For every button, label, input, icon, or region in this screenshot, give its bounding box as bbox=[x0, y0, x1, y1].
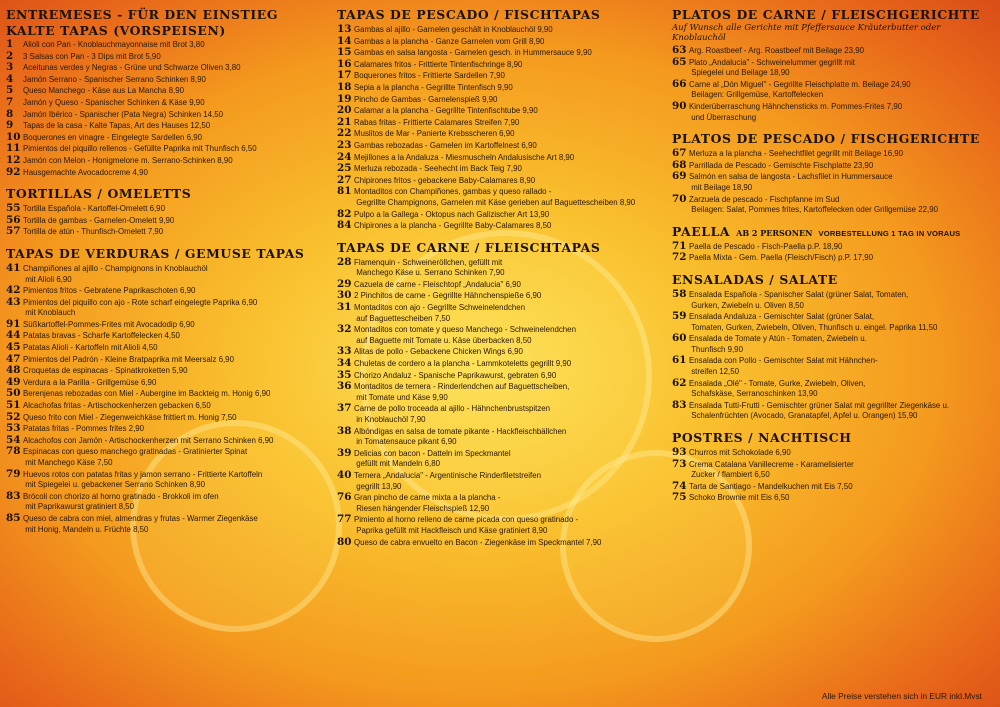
item-text: Ensalada de Tomate y Atún - Tomaten, Zwiebeln u. Thunfisch 9,90 bbox=[689, 334, 867, 354]
menu-item bbox=[337, 220, 655, 232]
item-text: Gran pincho de carne mixta a la plancha - Riesen hängender Fleischspieß 12,90 bbox=[354, 493, 501, 513]
item-text: Albóndigas en salsa de tomate pikante - Hackfleischbällchen in Tomatensauce pikant 6,90 bbox=[354, 426, 567, 447]
item-number: 4 bbox=[6, 72, 14, 85]
menu-item bbox=[6, 435, 322, 447]
menu-item bbox=[337, 152, 655, 164]
item-number: 38 bbox=[337, 424, 352, 437]
column-middle bbox=[337, 8, 655, 557]
item-text: Jamón y Queso - Spanischer Schinken & Käse 9,90 bbox=[23, 97, 205, 107]
item-text: Patatas Alioli - Kartoffeln mit Alioli 4,50 bbox=[23, 343, 158, 353]
item-text: Montaditos con Champiñones, gambas y queso rallado - Gegrillte Champignons, Garnelen mit Käse gerieben auf Baguettescheiben 8,90 bbox=[354, 187, 636, 207]
menu-item bbox=[672, 447, 994, 459]
item-text: Boquerones en vinagre - Eingelegte Sardellen 6,90 bbox=[23, 132, 202, 142]
section-entremeses bbox=[6, 8, 322, 178]
section-title: PLATOS DE PESCADO / FISCHGERICHTE bbox=[672, 131, 980, 147]
item-text: Queso Manchego - Käse aus La Mancha 8,90 bbox=[23, 86, 184, 96]
section-tortillas bbox=[6, 187, 322, 238]
menu-item bbox=[337, 105, 655, 117]
menu-item bbox=[672, 241, 994, 253]
menu-item bbox=[6, 132, 322, 144]
menu-item bbox=[672, 459, 994, 481]
menu-item bbox=[6, 51, 322, 63]
menu-item bbox=[6, 365, 322, 377]
item-text: Pimiento al horno relleno de carne picada con queso gratinado - Paprika gefüllt mit Hackfleisch und Käse gratiniert 8,90 bbox=[354, 515, 579, 535]
item-text: Brócoli con chorizo al horno gratinado - Brokkoli im ofen mit Paprikawurst gratiniert 8,50 bbox=[23, 491, 219, 512]
item-number: 85 bbox=[6, 511, 21, 524]
menu-item bbox=[337, 175, 655, 187]
item-text: Gambas rebozadas - Garnelen im Kartoffelnest 6,90 bbox=[354, 140, 537, 150]
item-number: 83 bbox=[672, 398, 687, 411]
item-number: 16 bbox=[337, 57, 352, 70]
menu-item bbox=[6, 203, 322, 215]
item-text: Schoko Brownie mit Eis 6,50 bbox=[689, 493, 790, 503]
section-paella bbox=[672, 225, 994, 264]
menu-item bbox=[672, 160, 994, 172]
item-number: 45 bbox=[6, 341, 21, 354]
item-number: 60 bbox=[672, 332, 687, 345]
section-pescado-tapas bbox=[337, 8, 655, 232]
item-number: 82 bbox=[337, 207, 352, 220]
menu-item bbox=[672, 289, 994, 311]
item-number: 58 bbox=[672, 287, 687, 300]
item-text: Salmón en salsa de langosta - Lachsfilet in Hummersauce mit Beilage 18,90 bbox=[689, 172, 893, 192]
menu-item bbox=[337, 381, 655, 403]
item-text: Carne de pollo troceada al ajillo - Hähnchenbrustspitzen in Knoblauchöl 7,90 bbox=[354, 404, 551, 424]
item-text: Huevos rotos con patatas fritas y jamon serrano - Frittierte Kartoffeln mit Spiegelei u. gebackener Serrano Schinken 8,90 bbox=[23, 469, 263, 490]
item-number: 92 bbox=[6, 165, 21, 178]
item-number: 21 bbox=[337, 115, 352, 128]
item-number: 49 bbox=[6, 375, 21, 388]
item-number: 39 bbox=[337, 446, 352, 459]
item-number: 27 bbox=[337, 173, 352, 186]
item-number: 23 bbox=[337, 138, 352, 151]
item-number: 28 bbox=[337, 255, 352, 268]
item-text: Queso de cabra con miel, almendras y frutas - Warmer Ziegenkäse mit Honig, Mandeln u. Früchte 8,50 bbox=[23, 513, 258, 534]
menu-item bbox=[337, 448, 655, 470]
item-text: Montaditos con ajo - Gegrillte Schweinelendchen auf Baguettescheiben 7,50 bbox=[354, 303, 526, 323]
column-left bbox=[6, 8, 322, 544]
menu-item bbox=[337, 36, 655, 48]
item-text: Arg. Roastbeef - Arg. Roastbeef mit Beilage 23,90 bbox=[689, 46, 865, 55]
menu-item bbox=[6, 39, 322, 51]
menu-item bbox=[6, 155, 322, 167]
menu-item bbox=[6, 377, 322, 389]
item-text: Tarta de Santiago - Mandelkuchen mit Eis 7,50 bbox=[689, 481, 853, 491]
item-text: Jamón Serrano - Spanischer Serrano Schinken 8,90 bbox=[23, 74, 206, 84]
menu-item bbox=[672, 400, 994, 422]
item-text: Rabas fritas - Frittierte Calamares Streifen 7,90 bbox=[354, 117, 520, 127]
menu-item bbox=[6, 215, 322, 227]
item-number: 62 bbox=[672, 376, 687, 389]
item-number: 25 bbox=[337, 162, 352, 175]
item-text: Ternera „Andalucia" - Argentinische Rinderfiletstreifen gegrillt 13,90 bbox=[354, 470, 542, 491]
item-number: 75 bbox=[672, 491, 687, 504]
item-text: Jamón con Melon - Honigmelone m. Serrano-Schinken 8,90 bbox=[23, 155, 233, 165]
price-note: Alle Preise verstehen sich in EUR inkl.Mvst bbox=[821, 691, 982, 701]
item-number: 90 bbox=[672, 99, 687, 112]
menu-item bbox=[337, 514, 655, 536]
item-number: 41 bbox=[6, 261, 21, 274]
item-text: Carne al „Dón Miguel" - Gegrillte Fleischplatte m. Beilage 24,90 Beilagen: Grillgemüse, Kartoffelecken bbox=[689, 79, 911, 100]
menu-item bbox=[6, 354, 322, 366]
item-number: 80 bbox=[337, 535, 352, 548]
item-number: 11 bbox=[6, 142, 21, 155]
menu-item bbox=[6, 330, 322, 342]
item-number: 40 bbox=[337, 468, 352, 481]
section-title: TAPAS DE VERDURAS / GEMUSE TAPAS bbox=[6, 245, 305, 261]
menu-item bbox=[672, 481, 994, 493]
item-text: Paella de Pescado - Fisch-Paella p.P. 18,90 bbox=[689, 241, 843, 251]
menu-item bbox=[6, 97, 322, 109]
item-number: 34 bbox=[337, 357, 352, 370]
section-platos-carne bbox=[672, 8, 994, 123]
item-text: Aceitunas verdes y Negras - Grüne und Schwarze Oliven 3,80 bbox=[23, 63, 241, 73]
item-text: Ensalada Andaluza - Gemischter Salat (grüner Salat, Tomaten, Gurken, Zwiebeln, Oliven, Thunfisch u. eingel. Paprika 11,50 bbox=[689, 312, 938, 332]
item-number: 36 bbox=[337, 380, 352, 393]
menu-item bbox=[6, 285, 322, 297]
menu-item bbox=[337, 257, 655, 279]
item-number: 72 bbox=[672, 251, 687, 264]
item-text: Croquetas de espinacas - Spinatkroketten 5,90 bbox=[23, 366, 188, 376]
section-postres bbox=[672, 431, 994, 504]
item-text: 3 Salsas con Pan - 3 Dips mit Brot 5,90 bbox=[23, 51, 161, 61]
section-title: TORTILLAS / OMELETTS bbox=[6, 186, 192, 202]
menu-item bbox=[337, 470, 655, 492]
item-number: 91 bbox=[6, 317, 21, 330]
item-text: Alitas de pollo - Gebackene Chicken Wings 6,90 bbox=[354, 347, 523, 357]
item-text: Chipirones fritos - gebackene Baby-Calamares 8,90 bbox=[354, 175, 536, 185]
item-text: Pimientos del Padrón - Kleine Bratpaprika mit Meersalz 6,90 bbox=[23, 354, 234, 364]
menu-item bbox=[337, 290, 655, 302]
item-number: 20 bbox=[337, 104, 352, 117]
item-text: Delicias con bacon - Datteln im Speckmantel gefüllt mit Mandeln 6,80 bbox=[354, 448, 511, 469]
menu-item bbox=[337, 537, 655, 549]
item-number: 17 bbox=[337, 69, 352, 82]
item-number: 12 bbox=[6, 153, 21, 166]
section-subtitle: Auf Wunsch alle Gerichte mit Pfeffersauce Kräuterbutter oder Knoblauchöl bbox=[672, 23, 941, 43]
item-number: 56 bbox=[6, 213, 21, 226]
section-platos-pescado bbox=[672, 132, 994, 216]
menu-item bbox=[6, 446, 322, 468]
menu-item bbox=[6, 412, 322, 424]
item-text: Parrillada de Pescado - Gemischte Fischplatte 23,90 bbox=[689, 160, 874, 170]
item-number: 24 bbox=[337, 150, 352, 163]
section-title: ENSALADAS / SALATE bbox=[672, 271, 838, 287]
item-number: 77 bbox=[337, 513, 352, 526]
item-number: 3 bbox=[6, 61, 14, 74]
item-number: 65 bbox=[672, 55, 687, 68]
menu-item bbox=[337, 163, 655, 175]
menu-item bbox=[337, 70, 655, 82]
section-title: TAPAS DE CARNE / FLEISCHTAPAS bbox=[337, 239, 601, 255]
menu-item bbox=[337, 302, 655, 324]
item-text: Patatas fritas - Pommes frites 2,90 bbox=[23, 424, 145, 434]
item-number: 15 bbox=[337, 46, 352, 59]
menu-item bbox=[337, 24, 655, 36]
item-number: 50 bbox=[6, 387, 21, 400]
item-number: 19 bbox=[337, 92, 352, 105]
item-number: 13 bbox=[337, 23, 352, 35]
menu-item bbox=[6, 120, 322, 132]
menu-item bbox=[672, 355, 994, 377]
menu-item bbox=[672, 171, 994, 193]
item-text: Pimientos del piquillo con ajo - Rote scharf eingelegte Paprika 6,90 mit Knoblauch bbox=[23, 297, 258, 318]
item-text: Gambas a la plancha - Ganze Garnelen vom Grill 8,90 bbox=[354, 36, 545, 46]
item-text: Jamón Ibérico - Spanischer (Pata Negra) Schinken 14,50 bbox=[23, 109, 224, 119]
section-carne-tapas bbox=[337, 241, 655, 548]
item-number: 1 bbox=[6, 38, 14, 50]
item-number: 67 bbox=[672, 147, 687, 160]
item-number: 66 bbox=[672, 77, 687, 90]
item-text: 2 Pinchitos de carne - Gegrillte Hähnchenspieße 6,90 bbox=[354, 291, 542, 301]
section-title: ENTREMESES - FÜR DEN EINSTIEG bbox=[6, 7, 279, 22]
item-number: 68 bbox=[672, 158, 687, 171]
item-number: 73 bbox=[672, 457, 687, 470]
item-text: Chorizo Andaluz - Spanische Paprikawurst, gebraten 6,90 bbox=[354, 370, 557, 380]
item-number: 74 bbox=[672, 479, 687, 492]
menu-item bbox=[337, 403, 655, 425]
item-text: Champiñones al ajillo - Champignons in Knoblauchöl mit Alioli 6,90 bbox=[23, 263, 208, 284]
item-text: Crema Catalana Vanillecreme - Karamelisierter Zucker / flambiert 6,50 bbox=[689, 459, 854, 480]
menu-item bbox=[6, 342, 322, 354]
item-text: Zarzuela de pescado - Fischpfanne im Sud Beilagen: Salat, Pommes frites, Kartoffelecken oder Grillgemüse 22,90 bbox=[689, 194, 938, 215]
item-number: 33 bbox=[337, 345, 352, 358]
item-number: 30 bbox=[337, 289, 352, 302]
item-text: Calamares fritos - Frittierte Tintenfischringe 8,90 bbox=[354, 59, 523, 69]
section-title: POSTRES / NACHTISCH bbox=[672, 430, 852, 446]
item-number: 78 bbox=[6, 445, 21, 458]
item-text: Montaditos de ternera - Rinderlendchen auf Baguettscheiben, mit Tomate und Käse 9,90 bbox=[354, 382, 570, 402]
item-number: 83 bbox=[6, 489, 21, 502]
item-text: Montaditos con tomate y queso Manchego - Schweinelendchen auf Baguette mit Tomate u. Käse überbacken 8,50 bbox=[354, 325, 576, 345]
menu-item bbox=[337, 370, 655, 382]
item-number: 29 bbox=[337, 277, 352, 290]
item-number: 54 bbox=[6, 433, 21, 446]
item-text: Pimientos fritos - Gebratene Paprikaschoten 6,90 bbox=[23, 286, 196, 296]
item-number: 84 bbox=[337, 219, 352, 232]
menu-item bbox=[6, 297, 322, 319]
item-text: Chuletas de cordero a la plancha - Lammkoteletts gegrillt 9,90 bbox=[354, 359, 572, 369]
item-text: Chipirones a la plancha - Gegrillte Baby-Calamares 8,50 bbox=[354, 221, 552, 231]
section-title: TAPAS DE PESCADO / FISCHTAPAS bbox=[337, 7, 601, 22]
item-number: 81 bbox=[337, 185, 352, 198]
menu-item bbox=[672, 378, 994, 400]
item-text: Espinacas con queso manchego gratinadas - Gratinierter Spinat mit Manchego Käse 7,50 bbox=[23, 447, 248, 467]
item-number: 9 bbox=[6, 119, 14, 132]
item-number: 48 bbox=[6, 364, 21, 377]
menu-item bbox=[6, 423, 322, 435]
item-text: Süßkartoffel-Pommes-Frites mit Avocadodip 6,90 bbox=[23, 319, 195, 329]
menu-item bbox=[6, 400, 322, 412]
item-text: Tortilla de gambas - Garnelen-Omelett 9,90 bbox=[23, 215, 175, 225]
menu-item bbox=[6, 143, 322, 155]
menu-item bbox=[337, 209, 655, 221]
menu-item bbox=[672, 311, 994, 333]
item-text: Ensalada „Olé" - Tomate, Gurke, Zwiebeln, Oliven, Schafskäse, Serranoschinken 13,90 bbox=[689, 378, 866, 399]
item-text: Queso de cabra envuelto en Bacon - Ziegenkäse im Speckmantel 7,90 bbox=[354, 537, 602, 547]
menu-item bbox=[337, 140, 655, 152]
item-number: 69 bbox=[672, 170, 687, 183]
item-text: Tapas de la casa - Kalte Tapas, Art des Hauses 12,50 bbox=[23, 121, 211, 131]
item-text: Tortilla de atún - Thunfisch-Omelett 7,90 bbox=[23, 227, 164, 237]
menu-item bbox=[6, 263, 322, 285]
item-number: 37 bbox=[337, 402, 352, 415]
menu-item bbox=[6, 109, 322, 121]
section-verduras bbox=[6, 247, 322, 535]
menu-item bbox=[6, 491, 322, 513]
item-text: Sepia a la plancha - Gegrillte Tintenfisch 9,90 bbox=[354, 82, 513, 92]
menu-item bbox=[337, 426, 655, 448]
item-text: Pulpo a la Gallega - Oktopus nach Galizischer Art 13,90 bbox=[354, 209, 550, 219]
item-number: 8 bbox=[6, 107, 14, 120]
paella-persons: AB 2 PERSONEN bbox=[736, 227, 813, 238]
item-text: Merluza rebozada - Seehecht im Back Teig 7,90 bbox=[354, 164, 522, 174]
item-number: 61 bbox=[672, 354, 687, 367]
item-text: Ensalada Española - Spanischer Salat (grüner Salat, Tomaten, Gurken, Zwiebeln u. Oliven 8,50 bbox=[689, 289, 909, 310]
item-number: 57 bbox=[6, 225, 21, 238]
menu-item bbox=[337, 59, 655, 71]
item-text: Ensalada con Pollo - Gemischter Salat mit Hähnchen- streifen 12,50 bbox=[689, 356, 878, 377]
menu-item bbox=[672, 57, 994, 79]
menu-item bbox=[6, 62, 322, 74]
item-number: 5 bbox=[6, 84, 14, 97]
item-text: Cazuela de carne - Fleischtopf „Andalucia" 6,90 bbox=[354, 279, 521, 289]
item-number: 42 bbox=[6, 284, 21, 297]
item-number: 7 bbox=[6, 95, 14, 108]
menu-item bbox=[337, 82, 655, 94]
menu-item bbox=[337, 128, 655, 140]
item-text: Calamar a la plancha - Gegrillte Tintenfischtube 9,90 bbox=[354, 106, 538, 116]
item-text: Gambas al ajillo - Garnelen geschält in Knoblauchöl 9,90 bbox=[354, 25, 553, 34]
menu-item bbox=[6, 388, 322, 400]
menu-item bbox=[6, 167, 322, 179]
item-text: Flamenquin - Schweineröllchen, gefüllt mit Manchego Käse u. Serrano Schinken 7,90 bbox=[354, 257, 505, 278]
item-text: Berenjenas rebozadas con Miel - Aubergine im Backteig m. Honig 6,90 bbox=[23, 389, 271, 399]
menu-item bbox=[672, 194, 994, 216]
section-title: PAELLA bbox=[672, 223, 731, 239]
item-number: 22 bbox=[337, 127, 352, 140]
item-text: Churros mit Schokolade 6,90 bbox=[689, 448, 791, 458]
item-text: Ensalada Tutti-Frutti - Gemischter grüner Salat mit gegrillter Ziegenkäse u. Schalenfrüchten (Avocado, Granatapfel, Apfel u. Orangen) 15,90 bbox=[689, 400, 950, 421]
section-title: KALTE TAPAS (VORSPEISEN) bbox=[6, 23, 226, 38]
menu-item bbox=[6, 319, 322, 331]
item-text: Boquerones fritos - Frittierte Sardellen 7,90 bbox=[354, 71, 505, 81]
item-text: Mejillones a la Andaluza - Miesmuscheln Andalusische Art 8,90 bbox=[354, 152, 575, 162]
menu-item bbox=[337, 324, 655, 346]
item-number: 10 bbox=[6, 130, 21, 143]
item-number: 59 bbox=[672, 310, 687, 323]
menu-item bbox=[337, 492, 655, 514]
item-number: 2 bbox=[6, 49, 14, 62]
item-number: 76 bbox=[337, 491, 352, 504]
item-number: 32 bbox=[337, 323, 352, 336]
menu-item bbox=[672, 333, 994, 355]
item-text: Plato „Andalucia" - Schweinelummer gegrillt mit Spiegelei und Beilage 18,90 bbox=[689, 57, 855, 78]
item-number: 93 bbox=[672, 446, 687, 459]
item-text: Merluza a la plancha - Seehechtfilet gegrillt mit Beilage 16,90 bbox=[689, 149, 904, 159]
menu-item bbox=[6, 513, 322, 535]
item-number: 51 bbox=[6, 399, 21, 412]
item-text: Pincho de Gambas - Garnelenspieß 9,90 bbox=[354, 94, 498, 104]
paella-preorder-note: VORBESTELLUNG 1 TAG IN VORAUS bbox=[818, 228, 961, 238]
item-number: 79 bbox=[6, 467, 21, 480]
item-text: Queso frito con Miel - Ziegenweichkäse frittiert m. Honig 7,50 bbox=[23, 412, 237, 422]
menu-item bbox=[672, 79, 994, 101]
menu-item bbox=[6, 469, 322, 491]
menu-item bbox=[337, 47, 655, 59]
item-number: 55 bbox=[6, 202, 21, 215]
menu-item bbox=[672, 101, 994, 123]
menu-item bbox=[337, 279, 655, 291]
item-number: 53 bbox=[6, 422, 21, 435]
menu-item bbox=[672, 45, 994, 57]
item-text: Alioli con Pan - Knoblauchmayonnaise mit Brot 3,80 bbox=[23, 40, 205, 49]
item-number: 18 bbox=[337, 80, 352, 93]
menu-item bbox=[337, 186, 655, 208]
item-number: 52 bbox=[6, 410, 21, 423]
menu-item bbox=[337, 358, 655, 370]
item-text: Gambas en salsa langosta - Garnelen gesch. in Hummersauce 9,90 bbox=[354, 48, 592, 58]
item-text: Tortilla Española - Kartoffel-Omelett 6,90 bbox=[23, 204, 165, 214]
menu-item bbox=[672, 252, 994, 264]
column-right bbox=[672, 8, 994, 513]
item-text: Patatas bravas - Scharfe Kartoffelecken 4,50 bbox=[23, 331, 180, 341]
item-number: 31 bbox=[337, 301, 352, 314]
item-number: 14 bbox=[337, 34, 352, 47]
item-text: Paella Mixta - Gem. Paella (Fleisch/Fisch) p.P. 17,90 bbox=[689, 253, 874, 263]
item-text: Alcachofas fritas - Artischockenherzen gebacken 6,50 bbox=[23, 401, 211, 411]
paella-heading bbox=[672, 225, 994, 241]
section-ensaladas bbox=[672, 273, 994, 422]
section-title: PLATOS DE CARNE / FLEISCHGERICHTE bbox=[672, 7, 980, 22]
item-text: Pimientos del piquillo rellenos - Gefüllte Paprika mit Thunfisch 6,50 bbox=[23, 144, 257, 154]
menu-item bbox=[672, 148, 994, 160]
item-text: Verdura a la Parilla - Grillgemüse 6,90 bbox=[23, 377, 157, 387]
menu-item bbox=[337, 117, 655, 129]
menu-item bbox=[337, 94, 655, 106]
menu-item bbox=[337, 346, 655, 358]
menu-item bbox=[6, 226, 322, 238]
item-text: Alcachofos con Jamón - Artischockenherzen mit Serrano Schinken 6,90 bbox=[23, 435, 274, 445]
item-number: 71 bbox=[672, 239, 687, 252]
item-text: Kinderüberraschung Hähnchensticks m. Pommes-Frites 7,90 und Überraschung bbox=[689, 101, 903, 122]
item-number: 35 bbox=[337, 368, 352, 381]
menu-item bbox=[6, 85, 322, 97]
item-text: Muslitos de Mar - Panierte Krebsscheren 6,90 bbox=[354, 129, 515, 139]
item-number: 70 bbox=[672, 192, 687, 205]
item-number: 43 bbox=[6, 295, 21, 308]
menu-item bbox=[672, 492, 994, 504]
menu-item bbox=[6, 74, 322, 86]
item-text: Hausgemachte Avocadocreme 4,90 bbox=[23, 167, 148, 177]
item-number: 47 bbox=[6, 352, 21, 365]
item-number: 44 bbox=[6, 329, 21, 342]
item-number: 63 bbox=[672, 44, 687, 56]
